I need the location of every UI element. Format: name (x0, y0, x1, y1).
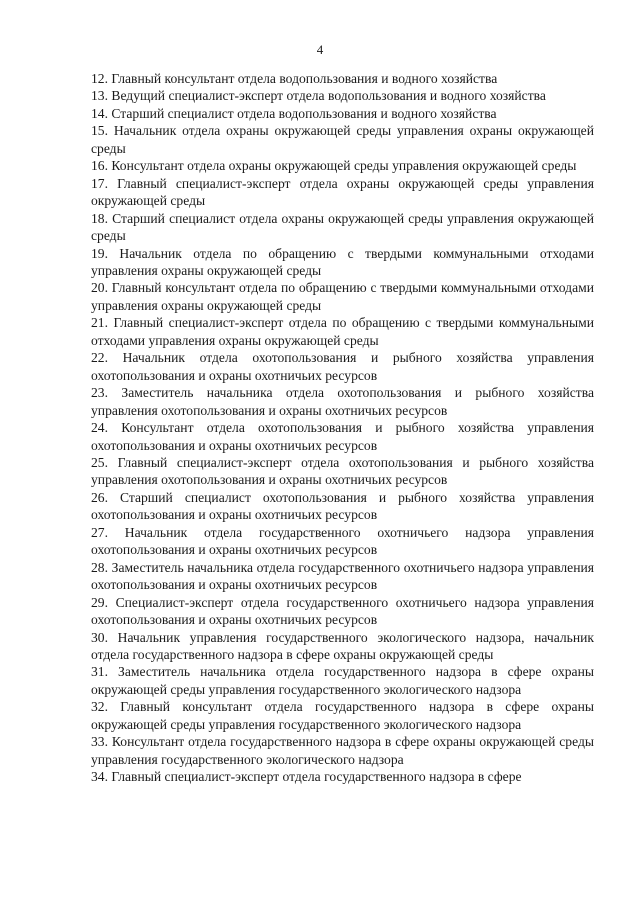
list-item: 27. Начальник отдела государственного охотничьего надзора управления охотопользования и охраны охотничьих ресурсов (91, 524, 594, 558)
list-item: 22. Начальник отдела охотопользования и рыбного хозяйства управления охотопользования и охраны охотничьих ресурсов (91, 350, 594, 383)
list-item: 24. Консультант отдела охотопользования и рыбного хозяйства управления охотопользования и охраны охотничьих ресурсов (91, 420, 594, 453)
list-item: 16. Консультант отдела охраны окружающей среды управления окружающей среды (91, 158, 577, 174)
document-body (91, 70, 594, 786)
list-item: 23. Заместитель начальника отдела охотопользования и рыбного хозяйства управления охотопользования и охраны охотничьих ресурсов (91, 385, 594, 418)
list-item: 25. Главный специалист-эксперт отдела охотопользования и рыбного хозяйства управления охотопользования и охраны охотничьих ресурсов (91, 454, 594, 488)
list-item: 30. Начальник управления государственного экологического надзора, начальник отдела государственного надзора в сфере охраны окружающей среды (91, 629, 594, 662)
list-item: 18. Старший специалист отдела охраны окружающей среды управления окружающей среды (91, 210, 594, 244)
list-item: 31. Заместитель начальника отдела государственного надзора в сфере охраны окружающей среды управления государственного экологического надзора (91, 664, 594, 697)
list-item: 15. Начальник отдела охраны окружающей среды управления охраны окружающей среды (91, 123, 594, 156)
list-item: 12. Главный консультант отдела водопользования и водного хозяйства (91, 71, 498, 86)
list-item: 33. Консультант отдела государственного надзора в сфере охраны окружающей среды управления государственного экологического надзора (91, 734, 594, 767)
list-item: 19. Начальник отдела по обращению с твердыми коммунальными отходами управления охраны окружающей среды (91, 245, 594, 278)
page-number: 4 (316, 42, 324, 57)
list-item: 28. Заместитель начальника отдела государственного охотничьего надзора управления охотопользования и охраны охотничьих ресурсов (91, 559, 594, 593)
list-item: 34. Главный специалист-эксперт отдела государственного надзора в сфере (91, 769, 522, 785)
list-item: 26. Старший специалист охотопользования и рыбного хозяйства управления охотопользования и охраны охотничьих ресурсов (91, 489, 594, 523)
list-item: 13. Ведущий специалист-эксперт отдела водопользования и водного хозяйства (91, 88, 546, 104)
list-item: 14. Старший специалист отдела водопользования и водного хозяйства (91, 105, 497, 121)
list-item: 32. Главный консультант отдела государственного надзора в сфере охраны окружающей среды управления государственного экологического надзора (91, 699, 594, 732)
list-item: 20. Главный консультант отдела по обращению с твердыми коммунальными отходами управления охраны окружающей среды (91, 280, 594, 313)
list-item: 21. Главный специалист-эксперт отдела по обращению с твердыми коммунальными отходами управления охраны окружающей среды (91, 315, 594, 348)
list-item: 29. Специалист-эксперт отдела государственного охотничьего надзора управления охотопользования и охраны охотничьих ресурсов (91, 594, 594, 628)
list-item: 17. Главный специалист-эксперт отдела охраны окружающей среды управления окружающей среды (91, 175, 594, 209)
